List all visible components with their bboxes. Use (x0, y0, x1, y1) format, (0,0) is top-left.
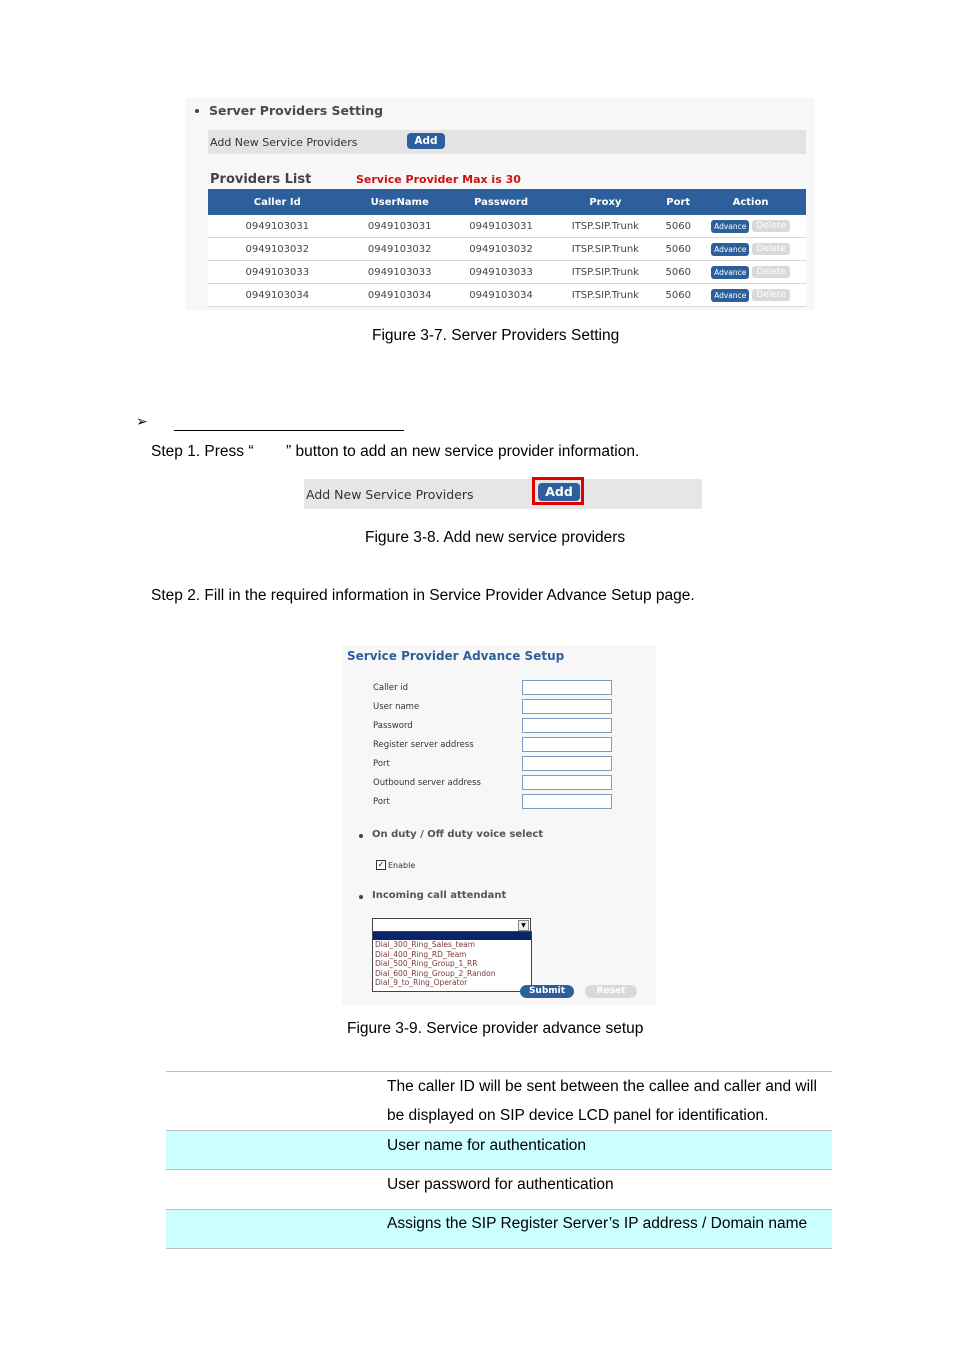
action-cell (695, 261, 806, 284)
port-cell: 5060 (661, 284, 695, 307)
proxy-cell: ITSP.SIP.Trunk (549, 261, 661, 284)
password-cell: 0949103034 (453, 284, 550, 307)
delete-button[interactable]: Delete (752, 220, 790, 232)
desc-text: User name for authentication (387, 1137, 587, 1154)
password-cell: 0949103031 (453, 215, 550, 238)
providers-table (208, 189, 806, 307)
bullet-icon (359, 895, 363, 899)
register-server-input[interactable] (522, 737, 612, 752)
username-cell: 0949103033 (347, 261, 453, 284)
outbound-server-input[interactable] (522, 775, 612, 790)
caller-id-cell: 0949103034 (208, 284, 347, 307)
incoming-attendant-title: Incoming call attendant (372, 890, 507, 901)
caller-id-input[interactable] (522, 680, 612, 695)
register-port-label: Port (373, 759, 390, 769)
max-providers-note: Service Provider Max is 30 (356, 173, 521, 186)
proxy-cell: ITSP.SIP.Trunk (549, 215, 661, 238)
add-button[interactable]: Add (407, 133, 445, 149)
desc-row-password (166, 1170, 832, 1209)
attendant-dropdown-list[interactable] (372, 931, 532, 992)
column-header: Caller Id (208, 189, 347, 215)
duty-voice-title: On duty / Off duty voice select (372, 829, 544, 840)
password-label: Password (373, 721, 413, 731)
desc-row-username (166, 1130, 832, 1170)
figure-caption: Figure 3-9. Service provider advance setup (347, 1020, 644, 1037)
action-cell (695, 238, 806, 261)
outbound-port-label: Port (373, 797, 390, 807)
table-row (208, 215, 806, 238)
column-header: Action (695, 189, 806, 215)
step-1-prefix: Step 1. Press “ (151, 443, 254, 460)
step-1-suffix: ” button to add an new service provider information. (286, 443, 640, 460)
submit-button[interactable]: Submit (520, 985, 574, 998)
dropdown-option[interactable]: Dial_9_to_Ring_Operator (375, 978, 468, 988)
action-cell (695, 284, 806, 307)
proxy-cell: ITSP.SIP.Trunk (549, 284, 661, 307)
port-cell: 5060 (661, 238, 695, 261)
figure-caption: Figure 3-7. Server Providers Setting (372, 327, 620, 344)
password-input[interactable] (522, 718, 612, 733)
delete-button[interactable]: Delete (752, 266, 790, 278)
figure-caption: Figure 3-8. Add new service providers (365, 529, 626, 546)
outbound-port-input[interactable] (522, 794, 612, 809)
table-row (208, 261, 806, 284)
add-provider-bar (208, 130, 806, 154)
advance-button[interactable]: Advance (711, 266, 749, 279)
heading-underline (174, 430, 404, 431)
bullet-icon (195, 109, 199, 113)
username-cell: 0949103031 (347, 215, 453, 238)
column-header: Proxy (549, 189, 661, 215)
caller-id-cell: 0949103032 (208, 238, 347, 261)
dropdown-option[interactable]: Dial_600_Ring_Group_2_Randon (375, 968, 496, 978)
column-header: Port (661, 189, 695, 215)
proxy-cell: ITSP.SIP.Trunk (549, 238, 661, 261)
action-cell (695, 215, 806, 238)
step-2-text: Step 2. Fill in the required information in Service Provider Advance Setup page. (151, 587, 695, 604)
bullet-icon (359, 834, 363, 838)
caller-id-cell: 0949103033 (208, 261, 347, 284)
outbound-server-label: Outbound server address (373, 778, 481, 788)
password-cell: 0949103032 (453, 238, 550, 261)
add-new-provider-bar (304, 479, 702, 509)
username-label: User name (373, 702, 420, 712)
attendant-select[interactable] (372, 918, 531, 932)
register-server-label: Register server address (373, 740, 474, 750)
desc-row-register-server (166, 1209, 832, 1249)
section-title: Server Providers Setting (209, 103, 384, 118)
selected-option[interactable] (373, 932, 531, 940)
advance-setup-title: Service Provider Advance Setup (347, 649, 565, 663)
desc-row-caller-id (166, 1072, 832, 1130)
chevron-down-icon[interactable]: ▼ (518, 920, 529, 931)
desc-text: The caller ID will be sent between the callee and caller and will (387, 1078, 817, 1095)
port-cell: 5060 (661, 215, 695, 238)
reset-button[interactable]: Reset (585, 985, 637, 998)
advance-button[interactable]: Advance (711, 243, 749, 256)
column-header: UserName (347, 189, 453, 215)
register-port-input[interactable] (522, 756, 612, 771)
add-button[interactable]: Add (538, 483, 580, 501)
add-provider-label: Add New Service Providers (210, 136, 358, 149)
delete-button[interactable]: Delete (752, 243, 790, 255)
desc-text: User password for authentication (387, 1176, 614, 1193)
username-input[interactable] (522, 699, 612, 714)
dropdown-option[interactable]: Dial_300_Ring_Sales_team (375, 940, 476, 949)
caller-id-label: Caller id (373, 683, 409, 693)
dropdown-option[interactable]: Dial_500_Ring_Group_1_RR (375, 959, 478, 969)
enable-checkbox[interactable]: ✓ (377, 860, 385, 869)
arrow-bullet-icon: ➢ (136, 414, 148, 430)
password-cell: 0949103033 (453, 261, 550, 284)
enable-label: Enable (388, 861, 416, 870)
advance-button[interactable]: Advance (711, 289, 749, 302)
caller-id-cell: 0949103031 (208, 215, 347, 238)
desc-text: Assigns the SIP Register Server’s IP address / Domain name (387, 1215, 808, 1232)
dropdown-option[interactable]: Dial_400_Ring_RD_Team (375, 949, 467, 959)
column-header: Password (453, 189, 550, 215)
username-cell: 0949103032 (347, 238, 453, 261)
table-row (208, 238, 806, 261)
table-row (208, 284, 806, 307)
desc-text: be displayed on SIP device LCD panel for identification. (387, 1107, 769, 1124)
add-provider-label: Add New Service Providers (306, 487, 474, 502)
port-cell: 5060 (661, 261, 695, 284)
username-cell: 0949103034 (347, 284, 453, 307)
providers-list-title: Providers List (210, 172, 312, 187)
advance-button[interactable]: Advance (711, 220, 749, 233)
table-header-row (208, 189, 806, 215)
delete-button[interactable]: Delete (752, 289, 790, 301)
